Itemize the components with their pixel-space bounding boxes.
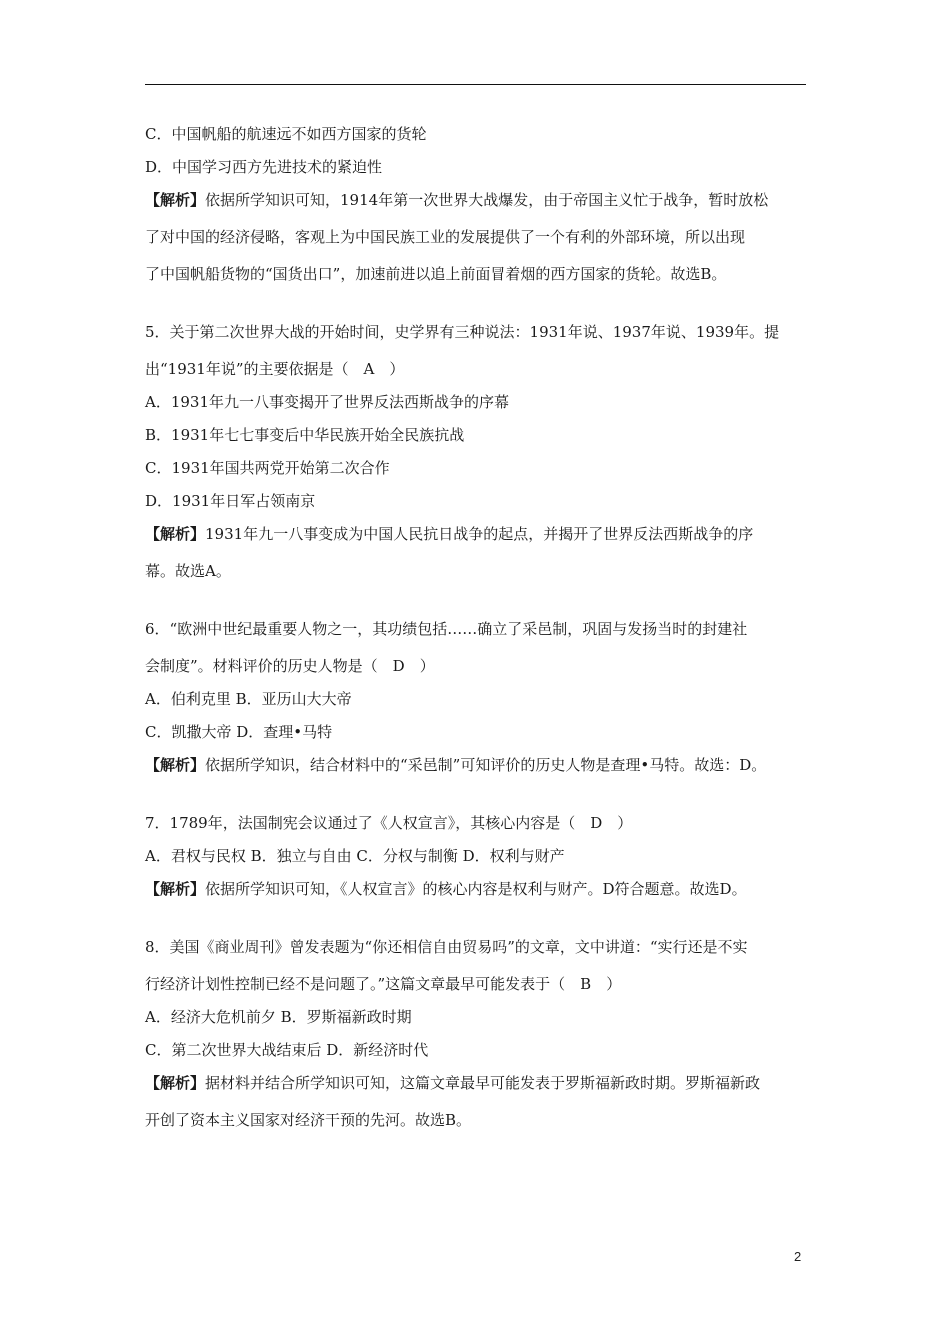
q5-option-c: C．1931年国共两党开始第二次合作 (145, 459, 390, 477)
q8-analysis-line-2: 开创了资本主义国家对经济干预的先河。故选B。 (145, 1111, 472, 1129)
analysis-text: 依据所学知识可知，《人权宣言》的核心内容是权利与财产。D符合题意。故选D。 (205, 880, 747, 898)
page-number: 2 (794, 1249, 802, 1264)
q5-analysis-line-2: 幕。故选A。 (145, 562, 231, 580)
q8-analysis-line-1 (145, 1073, 815, 1093)
analysis-tag: 【解析】 (145, 880, 206, 898)
q5-stem-line-2: 出“1931年说”的主要依据是（ A ） (145, 360, 405, 378)
q6-stem-line-2: 会制度”。材料评价的历史人物是（ D ） (145, 657, 435, 675)
q4-option-d: D．中国学习西方先进技术的紧迫性 (145, 158, 383, 176)
q6-stem-line-1: 6．“欧洲中世纪最重要人物之一，其功绩包括……确立了采邑制，巩固与发扬当时的封建社 (145, 620, 748, 638)
analysis-text: 据材料并结合所学知识可知，这篇文章最早可能发表于罗斯福新政时期。罗斯福新政 (205, 1074, 761, 1092)
q4-analysis-line-3: 了中国帆船货物的“国货出口”，加速前进以追上前面冒着烟的西方国家的货轮。故选B。 (145, 265, 727, 283)
analysis-text: 依据所学知识可知，1914年第一次世界大战爆发，由于帝国主义忙于战争，暂时放松 (205, 191, 769, 209)
analysis-tag: 【解析】 (145, 756, 206, 774)
q6-analysis-line-1 (145, 755, 815, 775)
q5-analysis-line-1 (145, 524, 815, 544)
q4-option-c: C．中国帆船的航速远不如西方国家的货轮 (145, 125, 427, 143)
q8-stem-line-2: 行经济计划性控制已经不是问题了。”这篇文章最早可能发表于（ B ） (145, 975, 622, 993)
q5-option-a: A．1931年九一八事变揭开了世界反法西斯战争的序幕 (145, 393, 510, 411)
q6-options-line-1: A．伯利克里 B．亚历山大大帝 (145, 690, 352, 708)
q8-stem-line-1: 8．美国《商业周刊》曾发表题为“你还相信自由贸易吗”的文章，文中讲道：“实行还是不实 (145, 938, 748, 956)
analysis-text: 依据所学知识，结合材料中的“采邑制”可知评价的历史人物是查理•马特。故选：D。 (205, 756, 767, 774)
q7-stem-line-1: 7．1789年，法国制宪会议通过了《人权宣言》，其核心内容是（ D ） (145, 814, 633, 832)
analysis-tag: 【解析】 (145, 525, 206, 543)
document-body (145, 124, 815, 1130)
analysis-tag: 【解析】 (145, 191, 206, 209)
q5-stem-line-1: 5．关于第二次世界大战的开始时间，史学界有三种说法：1931年说、1937年说、1939年。提 (145, 323, 780, 341)
q4-analysis-line-1 (145, 190, 815, 210)
analysis-tag: 【解析】 (145, 1074, 206, 1092)
q8-options-line-2: C．第二次世界大战结束后 D．新经济时代 (145, 1041, 429, 1059)
q5-option-b: B．1931年七七事变后中华民族开始全民族抗战 (145, 426, 465, 444)
q4-analysis-line-2: 了对中国的经济侵略，客观上为中国民族工业的发展提供了一个有利的外部环境，所以出现 (145, 228, 746, 246)
q7-analysis-line-1 (145, 879, 815, 899)
q8-options-line-1: A．经济大危机前夕 B．罗斯福新政时期 (145, 1008, 412, 1026)
analysis-text: 1931年九一八事变成为中国人民抗日战争的起点，并揭开了世界反法西斯战争的序 (205, 525, 754, 543)
q5-option-d: D．1931年日军占领南京 (145, 492, 316, 510)
q6-options-line-2: C．凯撒大帝 D．查理•马特 (145, 723, 333, 741)
q7-options-line-1: A．君权与民权 B．独立与自由 C．分权与制衡 D．权利与财产 (145, 847, 565, 865)
header-rule (145, 84, 806, 85)
